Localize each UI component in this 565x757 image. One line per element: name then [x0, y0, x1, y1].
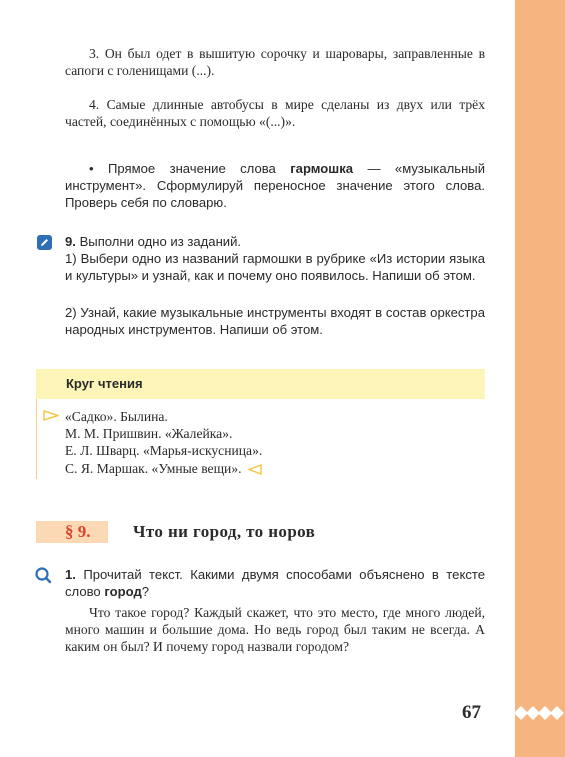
- task-9: [65, 233, 485, 250]
- example-item-3: 3. Он был одет в вышитую сорочку и шаровары, заправленные в сапоги с голенищами (...).: [65, 46, 485, 79]
- note-paragraph: [65, 160, 485, 212]
- task-1: [65, 566, 485, 600]
- task-1-text: Прочитай текст. Какими двумя способами объяснено в тексте слово: [65, 567, 485, 600]
- section-number: § 9.: [65, 522, 91, 541]
- note-text-after: — «музыкальный инструмент». Сформулируй переносное значение этого слова. Проверь себя по словарю.: [65, 161, 486, 211]
- reading-item: «Садко». Былина.: [65, 409, 168, 424]
- note-text-before: Прямое значение слова: [107, 161, 276, 176]
- diamond-ornament-icon: [512, 705, 565, 721]
- task-1-passage: Что такое город? Каждый скажет, что это место, где много людей, много машин и большие дома. Но ведь город был таким не всегда. А каким он был? И почему город назвали городом?: [65, 605, 485, 655]
- side-decor-band: [515, 0, 565, 757]
- task-9-option-1: 1) Выбери одно из названий гармошки в рубрике «Из истории языка и культуры» и узнай, как и почему оно появилось. Напиши об этом.: [65, 251, 485, 284]
- page-number: 67: [462, 702, 481, 723]
- task-9-intro: Выполни одно из заданий.: [79, 234, 242, 249]
- example-item-4: 4. Самые длинные автобусы в мире сделаны из двух или трёх частей, соединённых с помощью «(...)».: [65, 97, 485, 130]
- task-9-option-2: 2) Узнай, какие музыкальные инструменты входят в состав оркестра народных инструментов. Напиши об этом.: [65, 305, 485, 338]
- reading-item-last: [65, 460, 485, 477]
- pencil-icon: [37, 235, 52, 250]
- section-title: Что ни город, то норов: [133, 522, 316, 541]
- task-1-keyword: город: [104, 584, 142, 600]
- reading-circle-rule: [36, 399, 37, 479]
- reading-item: Е. Л. Шварц. «Марья-искусница».: [65, 443, 263, 459]
- task-1-number: 1.: [65, 567, 76, 582]
- reading-item: М. М. Пришвин. «Жалейка».: [65, 426, 233, 442]
- arrow-right-icon: [43, 410, 59, 421]
- task-1-question-mark: ?: [141, 584, 150, 600]
- note-keyword: гармошка: [290, 161, 354, 176]
- arrow-left-icon: [248, 464, 262, 475]
- task-9-number: 9.: [65, 234, 76, 249]
- reading-list: [65, 408, 485, 477]
- note-bullet: •: [89, 161, 94, 176]
- magnifier-icon: [34, 566, 52, 584]
- reading-circle-title: Круг чтения: [66, 376, 143, 391]
- reading-circle-header: [36, 369, 485, 399]
- reading-item: С. Я. Маршак. «Умные вещи».: [65, 460, 242, 476]
